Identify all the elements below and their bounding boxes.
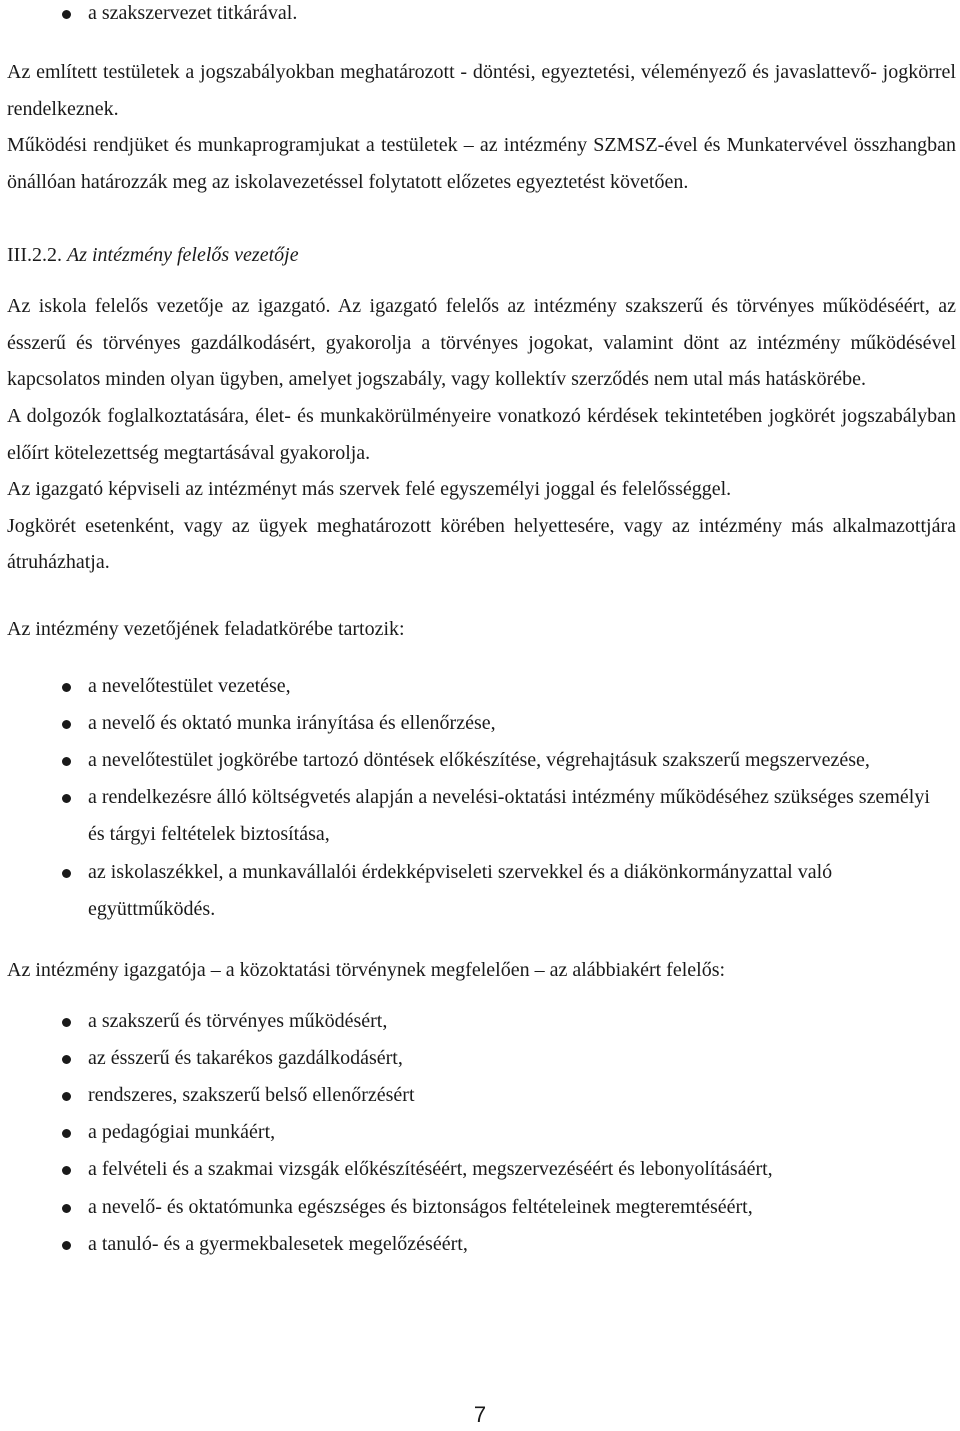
list-item-text: a felvételi és a szakmai vizsgák előkészítéséért, megszervezéséért és lebonyolításáért, [88,1158,773,1181]
bullet-dot-icon [62,1018,71,1027]
bullet-dot-icon [62,757,71,766]
list-item-text: a szakszervezet titkárával. [88,2,298,24]
page-number: 7 [473,1402,487,1427]
paragraph: Az iskola felelős vezetője az igazgató. Az igazgató felelős az intézmény szakszerű és törvényes működéséért, az ésszerű és törvényes gazdálkodásért, gyakorolja a törvényes jogokat, valamint dönt az intézmény működésével kapcsolatos minden olyan ügyben, amelyet jogszabály, vagy kollektív szerződés nem utal más hatáskörébe. [7,295,956,391]
list-item-text: a nevelő és oktató munka irányítása és ellenőrzése, [88,711,496,734]
list-item-text: a szakszerű és törvényes működésért, [88,1009,388,1032]
list-item [7,705,956,742]
list-item [7,1077,956,1114]
bullet-dot-icon [62,1204,71,1213]
list-item [7,1151,956,1188]
bullet-dot-icon [62,869,71,878]
list-item [7,854,956,928]
bullet-dot-icon [62,1166,71,1175]
list-item-text: a nevelőtestület vezetése, [88,674,291,697]
list-item-text: rendszeres, szakszerű belső ellenőrzésért [88,1083,415,1106]
tasks-list [7,668,956,928]
section-heading [7,237,956,274]
section-number: III.2.2. [7,243,62,266]
list-item [7,779,956,853]
bullet-dot-icon [62,1055,71,1064]
list-item-text: a tanuló- és a gyermekbalesetek megelőzéséért, [88,1232,468,1255]
section-title: Az intézmény felelős vezetője [66,243,299,266]
document-page [7,0,956,1263]
list-item-text: az iskolaszékkel, a munkavállalói érdekképviseleti szervekkel és a diákönkormányzattal való együttműködés. [88,860,833,920]
paragraph: A dolgozók foglalkoztatására, élet- és munkakörülményeire vonatkozó kérdések tekintetében jogkörét jogszabályban előírt kötelezettség megtartásával gyakorolja. [7,404,956,464]
bullet-dot-icon [62,720,71,729]
list-item-text: a rendelkezésre álló költségvetés alapján a nevelési-oktatási intézmény működéséhez szükséges személyi és tárgyi feltételek biztosítása, [88,786,930,846]
bullet-dot-icon [62,794,71,803]
paragraph: Jogkörét esetenként, vagy az ügyek meghatározott körében helyettesére, vagy az intézmény más alkalmazottjára átruházhatja. [7,514,956,574]
list-item [7,1040,956,1077]
paragraph: Az igazgató képviseli az intézményt más szervek felé egyszemélyi joggal és felelősséggel. [7,478,732,501]
list-item-text: a nevelőtestület jogkörébe tartozó döntések előkészítése, végrehajtásuk szakszerű megszervezése, [88,748,870,771]
bullet-dot-icon [62,1129,71,1138]
list-item [7,1114,956,1151]
list-item [7,1189,956,1226]
tasks-intro: Az intézmény vezetőjének feladatkörébe tartozik: [7,617,405,640]
responsibilities-list [7,1003,956,1263]
list-item-text: a nevelő- és oktatómunka egészséges és biztonságos feltételeinek megteremtéséért, [88,1195,753,1218]
top-bullet-list [7,0,956,32]
list-item [7,1226,956,1263]
list-item-text: a pedagógiai munkáért, [88,1121,276,1144]
list-item [7,742,956,779]
responsibility-intro: Az intézmény igazgatója – a közoktatási törvénynek megfelelően – az alábbiakért felelős: [7,958,726,981]
bullet-dot-icon [62,1241,71,1250]
bullet-dot-icon [62,10,71,19]
list-item [7,0,956,32]
list-item [7,1003,956,1040]
paragraph: Az említett testületek a jogszabályokban meghatározott - döntési, egyeztetési, véleményező és javaslattevő- jogkörrel rendelkeznek. [7,61,956,120]
list-item [7,668,956,705]
paragraph: Működési rendjüket és munkaprogramjukat a testületek – az intézmény SZMSZ-ével és Munkatervével összhangban önállóan határozzák meg az iskolavezetéssel folytatott előzetes egyeztetést követően. [7,134,956,193]
bullet-dot-icon [62,683,71,692]
list-item-text: az ésszerű és takarékos gazdálkodásért, [88,1046,403,1069]
bullet-dot-icon [62,1092,71,1101]
